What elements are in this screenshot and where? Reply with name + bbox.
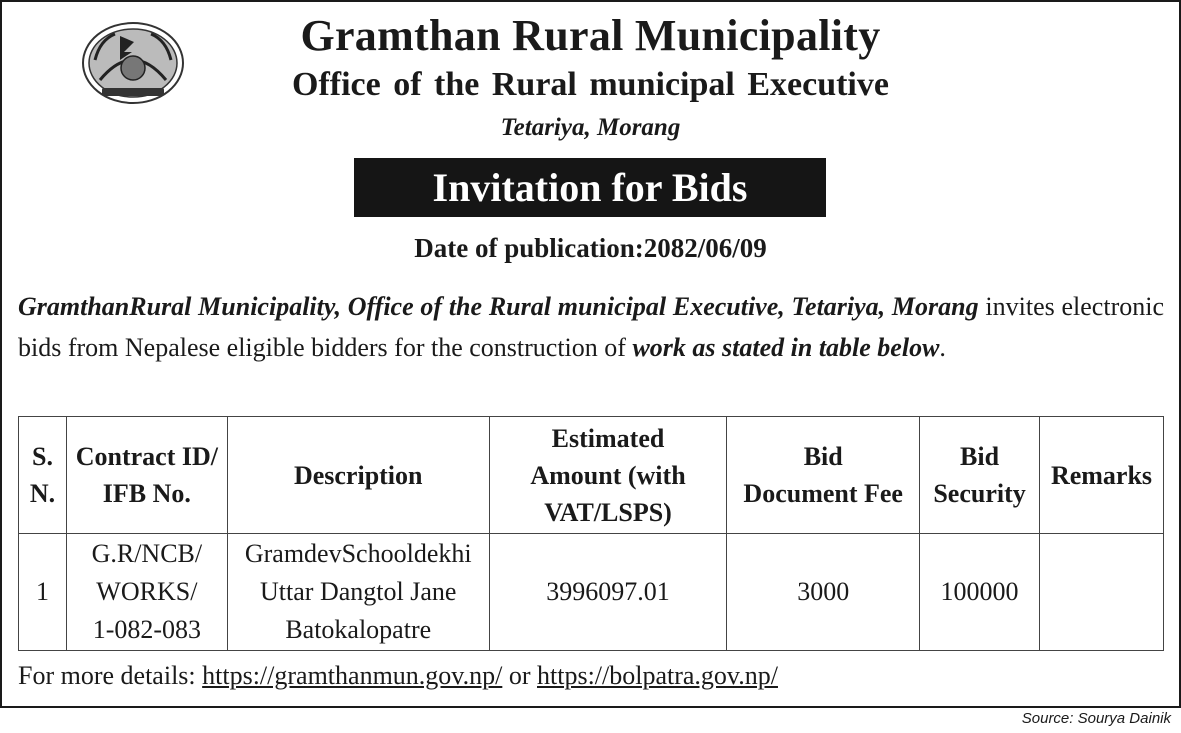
intro-paragraph <box>18 286 1164 368</box>
intro-tail: work as stated in table below <box>632 333 940 362</box>
intro-body: invites electronic bids from Nepalese eligible bidders for the construction of <box>18 292 1164 362</box>
cell-remarks <box>1040 534 1164 651</box>
intro-end: . <box>939 333 946 362</box>
cell-contract-id: G.R/NCB/ WORKS/ 1-082-083 <box>66 534 227 651</box>
more-details-label: For more details: <box>18 661 203 690</box>
more-details-or: or <box>502 661 537 690</box>
header-estimated-amount: Estimated Amount (with VAT/LSPS) <box>489 417 727 534</box>
invitation-banner: Invitation for Bids <box>354 158 826 217</box>
more-details <box>18 661 778 691</box>
cell-bid-document-fee: 3000 <box>727 534 920 651</box>
gramthan-website-link[interactable]: https://gramthanmun.gov.np/ <box>202 661 503 690</box>
bolpatra-website-link[interactable]: https://bolpatra.gov.np/ <box>537 661 778 690</box>
header-description: Description <box>227 417 489 534</box>
header-bid-security: Bid Security <box>920 417 1040 534</box>
municipality-title: Gramthan Rural Municipality <box>300 11 881 60</box>
table-row <box>19 534 1164 651</box>
office-subtitle: Office of the Rural municipal Executive <box>292 66 889 103</box>
header-remarks: Remarks <box>1040 417 1164 534</box>
header-bid-document-fee: Bid Document Fee <box>727 417 920 534</box>
header-sn: S. N. <box>19 417 67 534</box>
cell-estimated-amount: 3996097.01 <box>489 534 727 651</box>
publication-date <box>0 233 1181 264</box>
cell-bid-security: 100000 <box>920 534 1040 651</box>
bids-table <box>18 416 1164 651</box>
intro-lead: GramthanRural Municipality, Office of the Rural municipal Executive, Tetariya, Morang <box>18 292 979 321</box>
source-credit: Source: Sourya Dainik <box>1021 710 1171 727</box>
cell-description: GramdevSchooldekhi Uttar Dangtol Jane Batokalopatre <box>227 534 489 651</box>
publication-date-value: 2082/06/09 <box>643 233 767 263</box>
table-header-row <box>19 417 1164 534</box>
header-contract-id: Contract ID/ IFB No. <box>66 417 227 534</box>
cell-sn: 1 <box>19 534 67 651</box>
publication-date-label: Date of publication: <box>414 233 644 263</box>
office-location: Tetariya, Morang <box>500 114 681 141</box>
